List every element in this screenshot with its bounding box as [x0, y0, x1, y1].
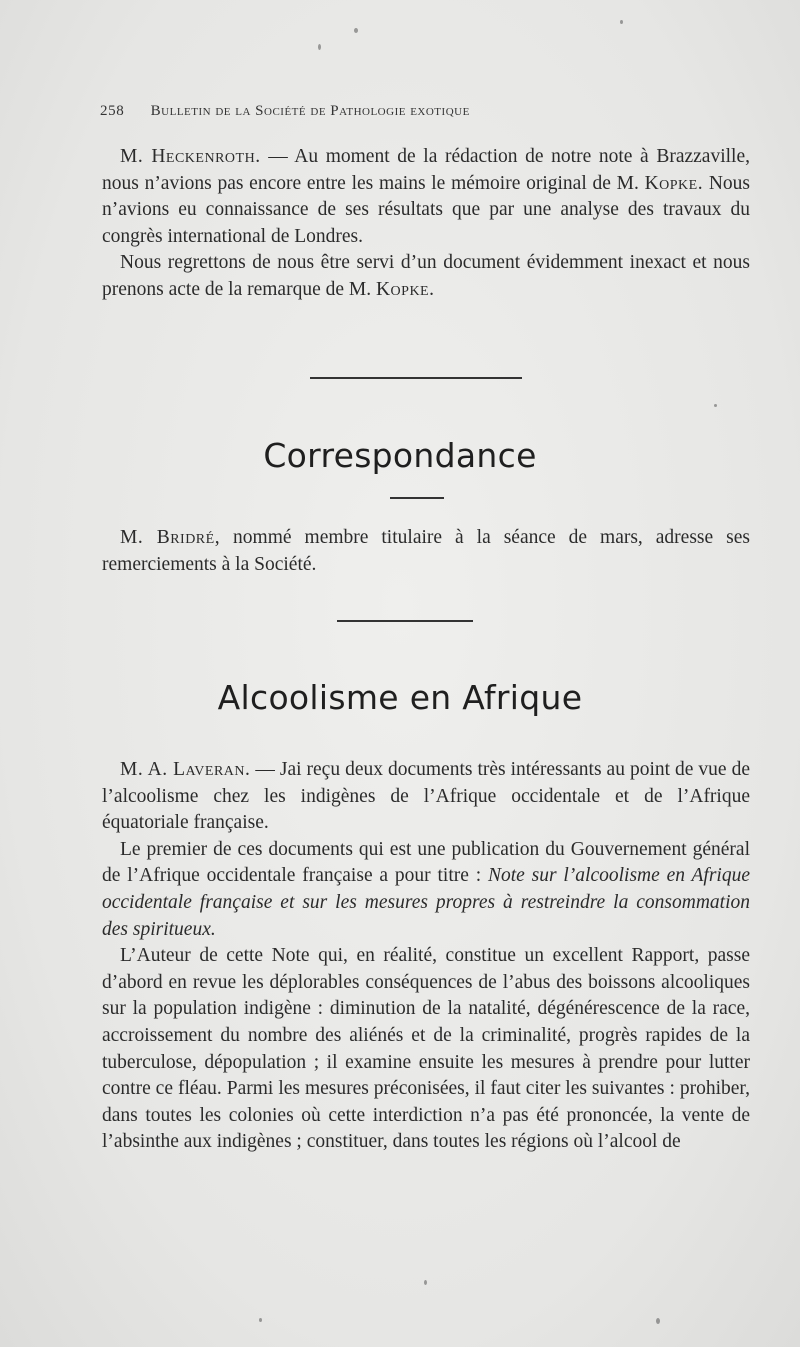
- journal-title: Bulletin de la Société de Pathologie exotique: [150, 103, 470, 119]
- reply-paragraph-2: [102, 250, 750, 303]
- speaker-name: M. A. Laveran.: [120, 759, 251, 780]
- speaker-name: M. Bridré,: [120, 527, 221, 548]
- correspondance-paragraph: [102, 525, 750, 578]
- scan-speck: [714, 404, 717, 407]
- paragraph-text: nommé membre titulaire à la séance de mars, adresse ses remerciements à la Société.: [102, 527, 750, 575]
- alcoolisme-paragraph-2: [102, 837, 750, 943]
- paragraph-text: — Jai reçu deux documents très intéressants au point de vue de l’alcoolisme chez les indigènes de l’Afrique occidentale et de l’Afrique équatoriale française.: [102, 759, 750, 834]
- speaker-name: M. Heckenroth.: [120, 146, 261, 167]
- title-underline: [390, 497, 444, 499]
- scan-speck: [620, 20, 623, 24]
- alcoolisme-paragraph-1: [102, 757, 750, 837]
- scan-speck: [354, 28, 358, 33]
- paragraph-text: — Au moment de la rédaction de notre note à Brazzaville, nous n’avions pas encore entre les mains le mémoire original de M.: [102, 146, 750, 194]
- scan-speck: [259, 1318, 262, 1322]
- reply-paragraph-1: [102, 144, 750, 250]
- section-divider: [310, 377, 522, 379]
- section-title-correspondance: Correspondance: [263, 436, 537, 475]
- page-number: 258: [100, 103, 125, 119]
- paragraph-text: Nous regrettons de nous être servi d’un document évidemment inexact et nous prenons acte de la remarque de M.: [102, 252, 750, 300]
- scan-speck: [424, 1280, 427, 1285]
- scan-speck: [656, 1318, 660, 1324]
- section-title-alcoolisme: Alcoolisme en Afrique: [217, 678, 583, 717]
- cited-name: Kopke.: [375, 278, 435, 300]
- document-title: Note sur l’alcoolisme en Afrique occidentale française et sur les mesures propres à restreindre la consommation des spiritueux.: [102, 865, 750, 940]
- running-header: [100, 103, 660, 120]
- correspondance-block: [102, 525, 750, 578]
- alcoolisme-paragraph-3: [102, 943, 750, 1156]
- paragraph-text: Nous n’avions eu connaissance de ses résultats que par une analyse des travaux du congrès international de Londres.: [102, 172, 751, 247]
- section-divider: [337, 620, 473, 622]
- cited-name: Kopke.: [644, 172, 704, 194]
- alcoolisme-block: [102, 757, 750, 1156]
- paragraph-text: Le premier de ces documents qui est une publication du Gouvernement général de l’Afrique occidentale française a pour titre :: [102, 838, 750, 887]
- reply-block: [102, 144, 750, 304]
- scan-speck: [318, 44, 321, 50]
- paragraph-text: L’Auteur de cette Note qui, en réalité, constitue un excellent Rapport, passe d’abord en revue les déplorables conséquences de l’abus des boissons alcooliques sur la population indigène : diminution de la natalité, dégénérescence de la race, accroissement du nombre des aliénés et de la criminalité, progrès rapides de la tuberculose, dépopulation ; il examine ensuite les mesures à prendre pour lutter contre ce fléau. Parmi les mesures préconisées, il faut citer les suivantes : prohiber, dans toutes les colonies où cette interdiction n’a pas été prononcée, la vente de l’absinthe aux indigènes ; constituer, dans toutes les régions où l’alcool de: [102, 945, 750, 1153]
